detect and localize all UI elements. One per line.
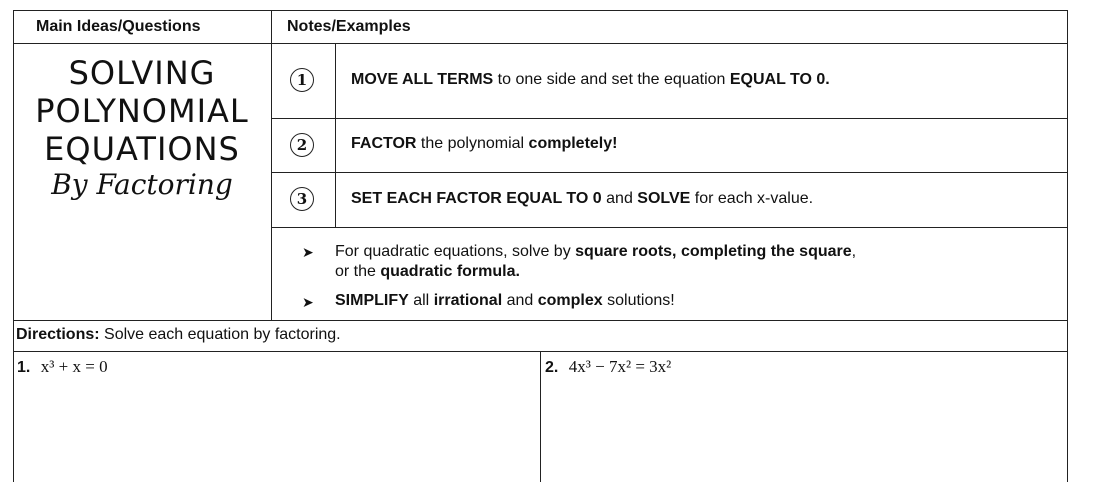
title-line-3: EQUATIONS bbox=[44, 130, 240, 168]
bullet-quadratic: For quadratic equations, solve by square roots, completing the square, or the quadratic formula. bbox=[335, 243, 857, 280]
title-line-2: POLYNOMIAL bbox=[35, 92, 249, 130]
problem-2-number: 2. bbox=[545, 359, 559, 376]
directions bbox=[16, 326, 341, 344]
problem-1-number: 1. bbox=[17, 359, 31, 376]
title-subtitle: By Factoring bbox=[51, 168, 233, 201]
step-3-number: 3 bbox=[290, 187, 314, 211]
bullet-arrow-icon: ➤ bbox=[302, 294, 314, 310]
directions-text: Solve each equation by factoring. bbox=[99, 326, 341, 343]
step-1-number: 1 bbox=[290, 68, 314, 92]
header-main-ideas: Main Ideas/Questions bbox=[36, 18, 201, 35]
lesson-title bbox=[13, 54, 271, 202]
step-3-text: SET EACH FACTOR EQUAL TO 0 and SOLVE for each x-value. bbox=[351, 190, 814, 207]
worksheet bbox=[13, 10, 1068, 481]
problem-2 bbox=[545, 357, 671, 377]
header-notes-examples: Notes/Examples bbox=[287, 18, 411, 35]
problem-1 bbox=[17, 357, 108, 377]
bullet-arrow-icon: ➤ bbox=[302, 244, 314, 260]
step-1-text: MOVE ALL TERMS to one side and set the equation EQUAL TO 0. bbox=[351, 71, 830, 88]
step-2-number: 2 bbox=[290, 133, 314, 157]
title-line-1: SOLVING bbox=[68, 54, 216, 92]
problem-2-equation: 4x³ − 7x² = 3x² bbox=[568, 357, 672, 376]
bullet-simplify: SIMPLIFY all irrational and complex solutions! bbox=[335, 292, 675, 309]
step-2-text: FACTOR the polynomial completely! bbox=[351, 135, 618, 152]
problem-1-equation: x³ + x = 0 bbox=[40, 357, 108, 376]
directions-label: Directions: bbox=[16, 326, 100, 343]
